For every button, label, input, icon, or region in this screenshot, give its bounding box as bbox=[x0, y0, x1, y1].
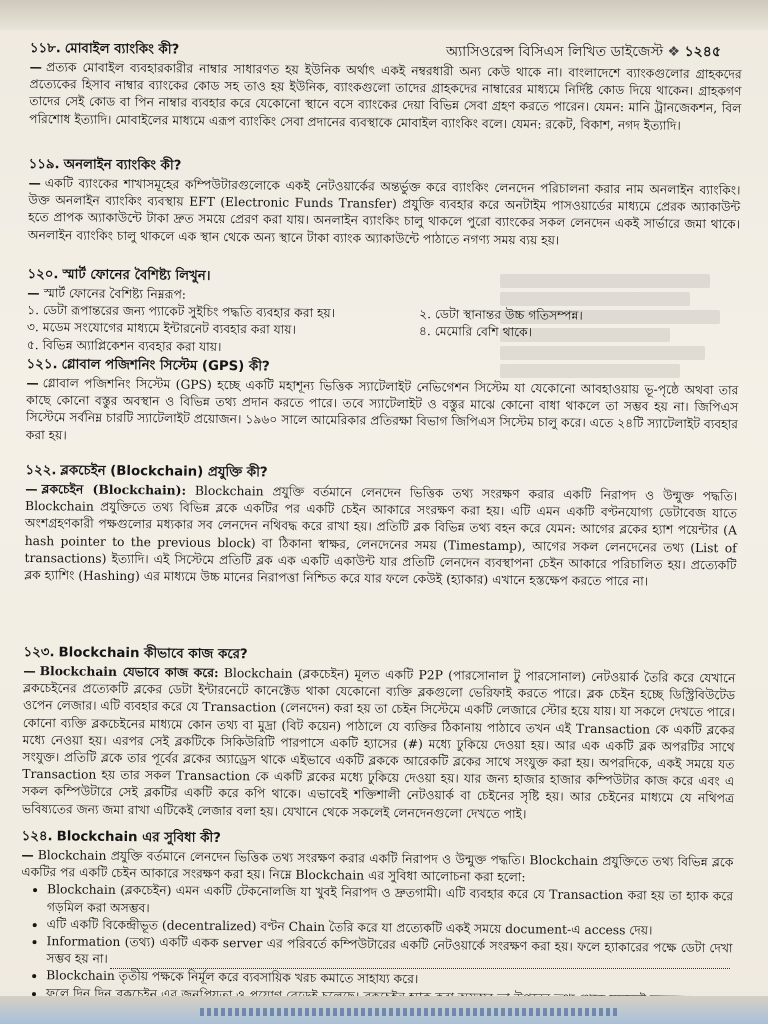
answer-text: — প্রত্যক মোবাইল ব্যবহারকারীর নাম্বার সাধারণত হয় ইউনিক অর্থাৎ একই নম্বরধারী অন্য কেউ থাকে না। বাংলাদেশে ব্যাংকগুলোর গ্রাহকদের প্রত্যেকের হিসাব নাম্বার ব্যাংকের কোড সহ তাও হয় ইউনিক, ব্যাংকগুলো তাদের গ্রাহকদের নাম্বারের মাধ্যমে নির্দিষ্ট কোড দিয়ে থাকেন। গ্রাহকগণ তাদের সেই কোড বা পিন নাম্বার ব্যবহার করে যেকোনো স্থানে বসে ব্যাংকের দেয়া বিভিন্ন সেবা গ্রহণ করতে পারেন। যেমন: মানি ট্রানজেকশন, বিল পরিশোধ ইত্যাদি। মোবাইলের মাধ্যমে এরূপ ব্যাংকিং সেবা প্রদানের ব্যবস্থাকে মোবাইল ব্যাংকিং বলে। যেমন: রকেট, বিকাশ, নগদ ইত্যাদি। bbox=[29, 58, 742, 133]
question-number: ১২১. bbox=[26, 356, 58, 373]
question-gps bbox=[26, 356, 739, 467]
feature-list bbox=[27, 302, 740, 361]
question-title: Blockchain এর সুবিধা কী? bbox=[56, 829, 222, 847]
answer-intro: — স্মার্ট ফোনের বৈশিষ্ট্য নিম্নরূপ: bbox=[27, 284, 187, 302]
page-content bbox=[20, 38, 742, 993]
question-title: মোবাইল ব্যাংকিং কী? bbox=[64, 41, 180, 58]
question-title: ব্লকচেইন (Blockchain) প্রযুক্তি কী? bbox=[60, 463, 268, 481]
list-item: ২. ডেটা স্থানান্তর উচ্চ গতিসম্পন্ন। bbox=[419, 307, 583, 324]
page-number: ১২৪৫ bbox=[684, 44, 721, 60]
advantages-list bbox=[20, 881, 733, 1009]
question-title: গ্লোবাল পজিশনিং সিস্টেম (GPS) কী? bbox=[61, 357, 270, 375]
book-title: অ্যাসিওরেন্স বিসিএস লিখিত ডাইজেস্ট bbox=[446, 44, 664, 60]
answer-lead: Blockchain যেভাবে কাজ করে: bbox=[39, 663, 219, 681]
question-number: ১২২. bbox=[25, 462, 57, 479]
answer-text: — Blockchain প্রযুক্তি বর্তমানে লেনদেন ভিত্তিক তথ্য সংরক্ষণ করার একটি নিরাপদ ও উন্মুক্ত পদ্ধতি। Blockchain প্রযুক্তিতে তথ্য বিভিন্ন ব্লকে একটির পর একটি চেইন আকারে সংরক্ষণ করা হয়। নিম্নে Blockchain এর সুবিধা আলোচনা করা হলো: bbox=[21, 846, 734, 885]
list-item: • এটি একটি বিকেন্দ্রীভূত (decentralized) বণ্টন Chain তৈরি করে যা প্রত্যেকটি একই সময়ে document-এ access দেয়। bbox=[47, 916, 733, 940]
question-number: ১১৮. bbox=[29, 40, 61, 57]
footer-rule bbox=[110, 968, 730, 972]
question-blockchain-advantages bbox=[20, 828, 734, 1021]
answer-lead: ব্লকচেইন (Blockchain): bbox=[41, 481, 187, 498]
answer-text: — গ্লোবাল পজিশনিং সিস্টেম (GPS) হচ্ছে একটি মহাশূন্য ভিত্তিক স্যাটেলাইট নেভিগেশন সিস্টেম যা যেকোনো আবহাওয়ায় ভূ-পৃষ্ঠে অথবা তার কাছে কোনো বস্তুর অবস্থান ও বিভিন্ন তথ্য প্রদান করতে পারে। তবে স্যাটেলাইট ও বস্তুর মাঝে কোনো বাধা থাকলে তা সম্ভব হয় না। জিপিএস সিস্টেমে সর্বনিম্ন চারটি স্যাটেলাইট প্রয়োজন। ১৯৬০ সালে আমেরিকার প্রতিরক্ষা বিভাগ জিপিএস সিস্টেম চালু করে। এতে ২৪টি স্যাটেলাইট ব্যবহার করা হয়। bbox=[25, 374, 739, 443]
list-item: • Information (তথ্য) একটি একক server এর পরিবর্তে কম্পিউটারের একটি নেটওয়ার্কে সংরক্ষণ করা হয়। ফলে হ্যাকারের পক্ষে ডেটা দেখা সম্ভব হয় না। bbox=[46, 933, 732, 975]
question-title: স্মার্ট ফোনের বৈশিষ্ট্য লিখুন। bbox=[62, 267, 211, 284]
question-smartphone-features bbox=[27, 266, 740, 361]
question-blockchain-definition bbox=[24, 462, 738, 649]
list-item: • Blockchain তৃতীয় পক্ষকে নির্মূল করে ব্যবসায়িক খরচ কমাতে সাহায্য করে। bbox=[46, 968, 732, 992]
binding-pattern bbox=[200, 1008, 620, 1016]
question-number: ১২৪. bbox=[21, 828, 53, 845]
answer-text: — ব্লকচেইন (Blockchain): Blockchain প্রযুক্তি বর্তমানে লেনদেন ভিত্তিক তথ্য সংরক্ষণ করার একটি নিরাপদ ও উন্মুক্ত পদ্ধতি। Blockchain প্রযুক্তিতে তথ্য বিভিন্ন ব্লকে একটির পর একটি চেইন আকারে সংরক্ষণ করা হয়। এটি এমন একটি বণ্টনযোগ্য ডেটাবেজ যাতে অংশগ্রহণকারী পক্ষগুলোর মধ্যকার সব লেনদেন নথিবদ্ধ করে রাখা হয়। প্রতিটি ব্লক বিভিন্ন তথ্য বহন করে যেমন: আগের ব্লকের হ্যাশ পয়েন্টার (A hash pointer to the previous block) বা ঠিকানা স্বাক্ষর, লেনদেনের সময় (Timestamp), আগের সকল লেনদেনের তথ্য (List of transactions) ইত্যাদি। এই সিস্টেমে প্রতিটি ব্লক এক একটি একাউন্ট যার প্রতিটি লেনদেন ব্যবস্থাপনা চেইন আকারে পরিচালিত হয়। প্রত্যেকটি ব্লক হ্যাশিং (Hashing) এর মাধ্যমে উচ্চ মানের নিরাপত্তা নিশ্চিত করে যার ফলে কেউই (হ্যাকার) এখানে হস্তক্ষেপ করতে পারে না। bbox=[24, 480, 738, 589]
question-online-banking bbox=[28, 156, 741, 271]
question-number: ১১৯. bbox=[28, 156, 60, 173]
list-item: ১. ডেটা রূপান্তরের জন্য প্যাকেট সুইচিং পদ্ধতি ব্যবহার করা হয়। bbox=[27, 303, 336, 321]
question-number: ১২০. bbox=[27, 266, 59, 283]
question-mobile-banking bbox=[29, 40, 742, 161]
list-item: • Blockchain (ব্লকচেইন) এমন একটি টেকনোলজি যা খুবই নিরাপদ ও দ্রুতগামী। এটি ব্যবহার করে যে Transaction করা হয় তা হ্যাক করে গড়মিল করা অসম্ভব। bbox=[47, 882, 733, 924]
question-title: Blockchain কীভাবে কাজ করে? bbox=[58, 645, 248, 663]
question-title: অনলাইন ব্যাংকিং কী? bbox=[63, 157, 182, 174]
question-number: ১২৩. bbox=[23, 644, 55, 661]
list-item: ৪. মেমোরি বেশি থাকে। bbox=[418, 324, 533, 340]
answer-text: — একটি ব্যাংকের শাখাসমূহের কম্পিউটারগুলোকে একই নেটওয়ার্কের অন্তর্ভুক্ত করে ব্যাংকিং লেনদেন পরিচালনা করার নাম অনলাইন ব্যাংকিং। উক্ত অনলাইন ব্যাংকিং ব্যবস্থায় EFT (Electronic Funds Transfer) প্রযুক্তি ব্যবহার করে অনটাইম পাসওয়ার্ডের মাধ্যমে প্রেরক অ্যাকাউন্ট হতে প্রাপক অ্যাকাউন্টে টাকা দ্রুত সময়ে প্রেরণ করা যায়। অনলাইন ব্যাংকিং চালু থাকলে পুরো ব্যাংকের সকল লেনদেন একই সার্ভারে জমা থাকে। অনলাইন ব্যাংকিং চালু থাকলে এক স্থান থেকে অন্য স্থানে টাকা ব্যাংক অ্যাকাউন্টে পাঠাতে নগণ্য সময় ব্যয় হয়। bbox=[27, 174, 741, 248]
list-item: ৫. বিভিন্ন অ্যাপ্লিকেশন ব্যবহার করা যায়। bbox=[26, 337, 222, 354]
list-item: ৩. মডেম সংযোগের মাধ্যমে ইন্টারনেট ব্যবহার করা যায়। bbox=[26, 320, 296, 338]
question-blockchain-how-it-works bbox=[22, 644, 736, 833]
answer-text: — Blockchain যেভাবে কাজ করে: Blockchain (ব্লকচেইন) মূলত একটি P2P (পারসোনাল টু পারসোনাল) নেটওয়ার্ক তৈরি করে যেখানে ব্লকচেইনের প্রত্যেকটি ব্লকের ডেটা ইন্টারনেটে কানেক্টেড থাকা যেকোনো ব্যক্তি ব্লকগুলো ভেরিফাই করতে পারে। ব্লক চেইন হচ্ছে ডিস্ট্রিবিউটেড ওপেন লেজার। এটি ব্যবহার করে যে Transaction (লেনদেন) করা হয় তা চেইন সিস্টেমে একটি লেজারে স্টোর হয়ে যায়। যা সকলে দেখতে পারে। কোনো ব্যক্তি ব্লকচেইনের মাধ্যমে কোন তথ্য বা মুদ্রা (বিট কয়েন) পাঠালে যে ব্যক্তির ঠিকানায় পাঠাবে তখন এই Transaction কে একটি ব্লকের মধ্যে নেওয়া হয়। এরপর সেই ব্লকটিকে সিকিউরিটি পারপাসে একটি হ্যাসের (#) মধ্যে ঢুকিয়ে দেওয়া হয়। আর এক একটি ব্লক অপরটির সাথে সংযুক্ত। প্রতিটি ব্লকে তার পূর্বের ব্লকের অ্যাড্রেস থাকে এইভাবে একটি ব্লককে আরেকটি ব্লকের সাথে সংযুক্ত করা হয়। অপরদিকে, একই সময়ে যত Transaction হয় তার সকল Transaction কে একটি ব্লকের মধ্যে ঢুকিয়ে দেওয়া হয়। যার জন্য হাজার হাজার কম্পিউটার কাজ করে এবং এ সকল কম্পিউটারে সেই ব্লকটির একটি করে কপি থাকে। এভাবেই শক্তিশালী নেটওয়ার্ক বা চেইনের সৃষ্টি হয়। আর চেইনের মাধ্যমে যে নথিপত্র ভবিষ্যতের জন্য জমা রাখা এটিকেই লেজার বলা হয়। যেখানে থেকে সকলেই লেনদেনগুলো দেখতে পাই। bbox=[21, 662, 736, 821]
separator-glyph: ❖ bbox=[667, 44, 681, 60]
previous-page-bleed bbox=[0, 0, 768, 30]
